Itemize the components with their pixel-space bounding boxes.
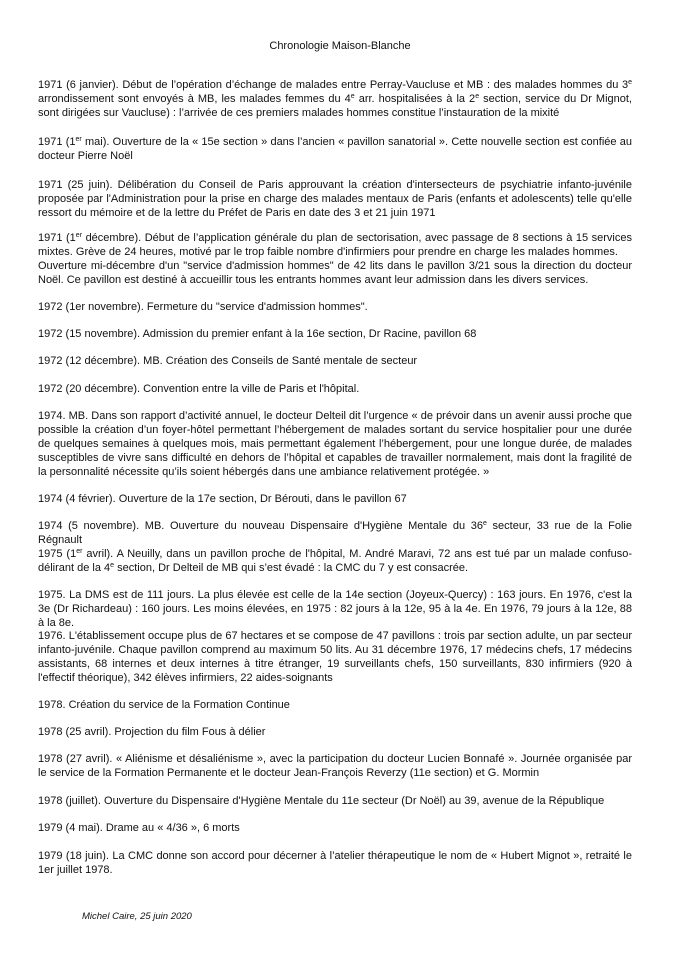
entry-text: secteur, 33 rue de la Folie Régnault (38, 520, 632, 546)
entry-text: 1971 (6 janvier). Début de l’opération d’échange de malades entre Perray-Vaucluse et MB : des malades hommes du 3 (38, 79, 629, 91)
chronology-entry (38, 382, 632, 396)
entry-text: arr. hospitalisées à la 2 (354, 93, 476, 105)
entry-text: 1974. MB. Dans son rapport d’activité annuel, le docteur Delteil dit l’urgence « de prévoir dans un avenir aussi proche que possible la création d’un foyer-hôtel permettant l’hébergement de malades sortant du service hospitalier pour une durée de quelques semaines à quelques mois, mais permettant également l’hébergement, pour une longue durée, de malades susceptibles de vivre sans difficulté en dehors de l’hôpital et capables de travailler normalement, mais dont la fragilité de la personnalité nécessite qu’ils soient hébergés dans une ambiance relativement protégée. » (38, 410, 632, 478)
entry-text: avril). A Neuilly, dans un pavillon proche de l'hôpital, M. André Maravi, 72 ans est tué par un malade confuso-délirant de la 4 (38, 548, 632, 574)
entry-text: 1972 (15 novembre). Admission du premier enfant à la 16e section, Dr Racine, pavillon 68 (38, 328, 477, 340)
entry-text: 1971 (1 (38, 232, 76, 244)
entry-text: 1974 (5 novembre). MB. Ouverture du nouveau Dispensaire d'Hygiène Mentale du 36 (38, 520, 483, 532)
ordinal-superscript: e (483, 520, 487, 527)
entry-text: décembre). Début de l’application générale du plan de sectorisation, avec passage de 8 sections à 15 services mixtes. Grève de 24 heures, motivé par le trop faible nombre d'infirmiers pour prendre en charge les malades hommes. (38, 232, 632, 258)
entry-text: Ouverture mi-décembre d'un "service d'admission hommes" de 42 lits dans le pavillon 3/21 sous la direction du docteur Noël. Ce pavillon est destiné à accueillir tous les entrants hommes avant leur admission dans les divers services. (38, 260, 632, 286)
ordinal-superscript: er (75, 232, 83, 239)
entry-text: 1978 (25 avril). Projection du film Fous à délier (38, 726, 266, 738)
chronology-entry (38, 354, 632, 368)
chronology-entry (38, 849, 632, 877)
chronology-entry (38, 588, 632, 630)
chronology-entry (38, 231, 632, 287)
entry-text: 1979 (18 juin). La CMC donne son accord pour décerner à l’atelier thérapeutique le nom de « Hubert Mignot », retraité le 1er juillet 1978. (38, 850, 632, 876)
entry-text: 1971 (1 (38, 136, 76, 148)
entry-text: 1972 (20 décembre). Convention entre la ville de Paris et l'hôpital. (38, 383, 360, 395)
entry-text: 1974 (4 février). Ouverture de la 17e section, Dr Bérouti, dans le pavillon 67 (38, 493, 407, 505)
entry-text: arrondissement sont envoyés à MB, les malades femmes du 4 (38, 93, 351, 105)
ordinal-superscript: e (628, 79, 632, 86)
entry-text: 1978. Création du service de la Formation Continue (38, 699, 290, 711)
entry-text: 1978 (juillet). Ouverture du Dispensaire d'Hygiène Mentale du 11e secteur (Dr Noël) au 39, avenue de la République (38, 795, 605, 807)
ordinal-superscript: e (110, 562, 115, 569)
document-footer: Michel Caire, 25 juin 2020 (82, 911, 192, 922)
chronology-entry (38, 409, 632, 479)
entry-text: 1978 (27 avril). « Aliénisme et désaliénisme », avec la participation du docteur Lucien Bonnafé ». Journée organisée par le service de la Formation Permanente et le docteur Jean-François Reverzy (11e section) et G. Mormin (38, 753, 632, 779)
chronology-entry (38, 547, 632, 575)
entry-text: 1979 (4 mai). Drame au « 4/36 », 6 morts (38, 822, 240, 834)
chronology-entry (38, 78, 632, 120)
entry-text: section, service du Dr Mignot, sont dirigées sur Vaucluse) : l’arrivée de ces premiers malades hommes constitue l’instauration de la mixité (38, 93, 632, 119)
chronology-entry (38, 135, 632, 163)
chronology-entry (38, 698, 632, 712)
entry-text: 1971 (25 juin). Délibération du Conseil de Paris approuvant la création d'intersecteurs de psychiatrie infanto-juvénile proposée par l'Administration pour la prise en charge des malades mentaux de Paris (enfants et adolescents) telle qu'elle ressort du mémoire et de la lettre du Préfet de Paris en date des 3 et 21 juin 1971 (38, 179, 632, 219)
document-title: Chronologie Maison-Blanche (269, 40, 411, 52)
chronology-entry (38, 725, 632, 739)
entry-text: 1972 (12 décembre). MB. Création des Conseils de Santé mentale de secteur (38, 355, 418, 367)
ordinal-superscript: e (350, 93, 355, 100)
chronology-entry (38, 794, 632, 808)
ordinal-superscript: er (75, 136, 82, 143)
chronology-entry (38, 519, 632, 547)
chronology-entry (38, 492, 632, 506)
entry-text: mai). Ouverture de la « 15e section » dans l’ancien « pavillon sanatorial ». Cette nouvelle section est confiée au docteur Pierre Noël (38, 136, 632, 162)
ordinal-superscript: e (475, 93, 480, 100)
entry-text: 1976. L'établissement occupe plus de 67 hectares et se compose de 47 pavillons : trois par section adulte, un par secteur infanto-juvénile. Chaque pavillon comprend au maximum 50 lits. Au 31 décembre 1976, 17 médecins chefs, 17 médecins assistants, 68 internes et deux internes à titre étranger, 19 surveillants chefs, 150 surveillants, 830 infirmiers (920 à l'effectif théorique), 342 élèves infirmiers, 22 aides-soignants (38, 630, 632, 684)
entry-text: 1975. La DMS est de 111 jours. La plus élevée est celle de la 14e section (Joyeux-Quercy) : 163 jours. En 1976, c'est la 3e (Dr Richardeau) : 160 jours. Les moins élevées, en 1975 : 82 jours à la 12e, 95 à la 4e. En 1976, 79 jours à la 12e, 88 à la 8e. (38, 589, 632, 629)
entry-text: section, Dr Delteil de MB qui s’est évadé : la CMC du 7 y est consacrée. (114, 562, 469, 574)
entry-text: 1972 (1er novembre). Fermeture du "service d'admission hommes". (38, 301, 368, 313)
chronology-entry (38, 327, 632, 341)
chronology-entry (38, 178, 632, 220)
chronology-entry (38, 629, 632, 685)
chronology-entry (38, 821, 632, 835)
entry-text: 1975 (1 (38, 548, 77, 560)
ordinal-superscript: er (76, 548, 83, 555)
chronology-entry (38, 300, 632, 314)
chronology-entry (38, 752, 632, 780)
